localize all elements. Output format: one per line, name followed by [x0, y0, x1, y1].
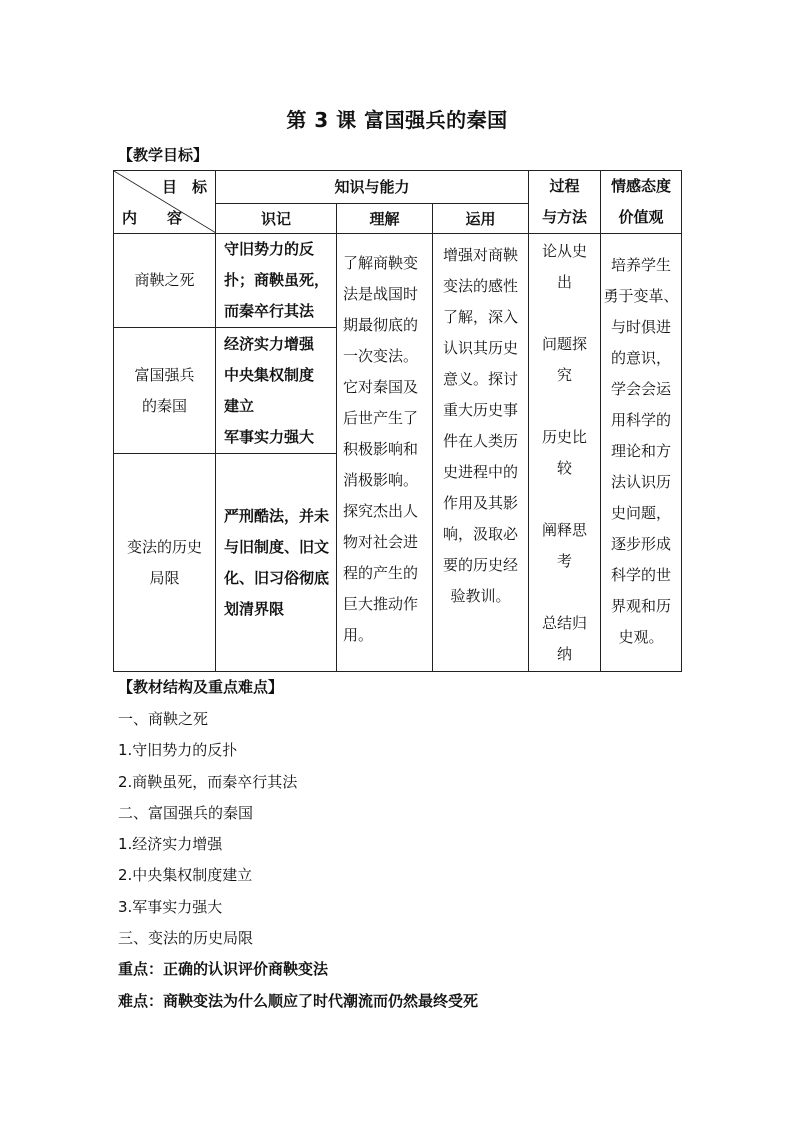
corner-label-goal: 目 标 — [161, 178, 207, 196]
outline-item-8: 三、变法的历史局限 — [118, 929, 254, 948]
understand-cell: 了解商鞅变 法是战国时 期最彻底的 一次变法。 它对秦国及 后世产生了 积极影响和 消极影响。 探究杰出人 物对社会进 程的产生的 巨大推动作 用。 — [337, 234, 433, 672]
outline-item-2: 1.守旧势力的反扑 — [118, 741, 238, 760]
row-topic-1: 商鞅之死 — [114, 234, 216, 328]
teaching-goals-table — [113, 170, 682, 672]
header-process: 过程 与方法 — [529, 171, 601, 234]
row-recall-2: 经济实力增强 中央集权制度 建立 军事实力强大 — [216, 328, 337, 454]
header-emotion: 情感态度 价值观 — [601, 171, 682, 234]
outline-item-5: 1.经济实力增强 — [118, 835, 223, 854]
page-title: 第 3 课 富国强兵的秦国 — [286, 108, 508, 132]
outline-item-6: 2.中央集权制度建立 — [118, 866, 253, 885]
process-cell: 论从史 出 问题探 究 历史比 较 阐释思 考 总结归 纳 — [529, 234, 601, 672]
emotion-cell: 培养学生 勇于变革、 与时俱进 的意识， 学会会运 用科学的 理论和方 法认识历 史问题， 逐步形成 科学的世 界观和历 史观。 — [601, 234, 682, 672]
outline-item-7: 3.军事实力强大 — [118, 897, 223, 916]
key-point: 重点：正确的认识评价商鞅变法 — [118, 960, 329, 979]
corner-label-content: 内 容 — [122, 209, 183, 227]
row-recall-1: 守旧势力的反 扑；商鞅虽死， 而秦卒行其法 — [216, 234, 337, 328]
subheader-recall: 识记 — [216, 203, 337, 233]
row-topic-3: 变法的历史 局限 — [114, 454, 216, 672]
section-heading-goals: 【教学目标】 — [118, 146, 209, 164]
outline-item-3: 2.商鞅虽死，而秦卒行其法 — [118, 772, 298, 791]
subheader-understand: 理解 — [337, 203, 433, 233]
section-heading-structure: 【教材结构及重点难点】 — [118, 678, 284, 696]
outline-item-4: 二、富国强兵的秦国 — [118, 803, 254, 822]
row-recall-3: 严刑酷法，并未 与旧制度、旧文 化、旧习俗彻底 划清界限 — [216, 454, 337, 672]
row-topic-2: 富国强兵 的秦国 — [114, 328, 216, 454]
table-corner-cell — [114, 171, 216, 234]
header-knowledge: 知识与能力 — [216, 171, 529, 204]
subheader-apply: 运用 — [433, 203, 529, 233]
outline-item-1: 一、商鞅之死 — [118, 710, 209, 728]
apply-cell: 增强对商鞅 变法的感性 了解，深入 认识其历史 意义。探讨 重大历史事 件在人类历 史进程中的 作用及其影 响，汲取必 要的历史经 验教训。 — [433, 234, 529, 672]
outline-list — [118, 704, 478, 1017]
difficult-point: 难点：商鞅变法为什么顺应了时代潮流而仍然最终受死 — [118, 991, 479, 1010]
